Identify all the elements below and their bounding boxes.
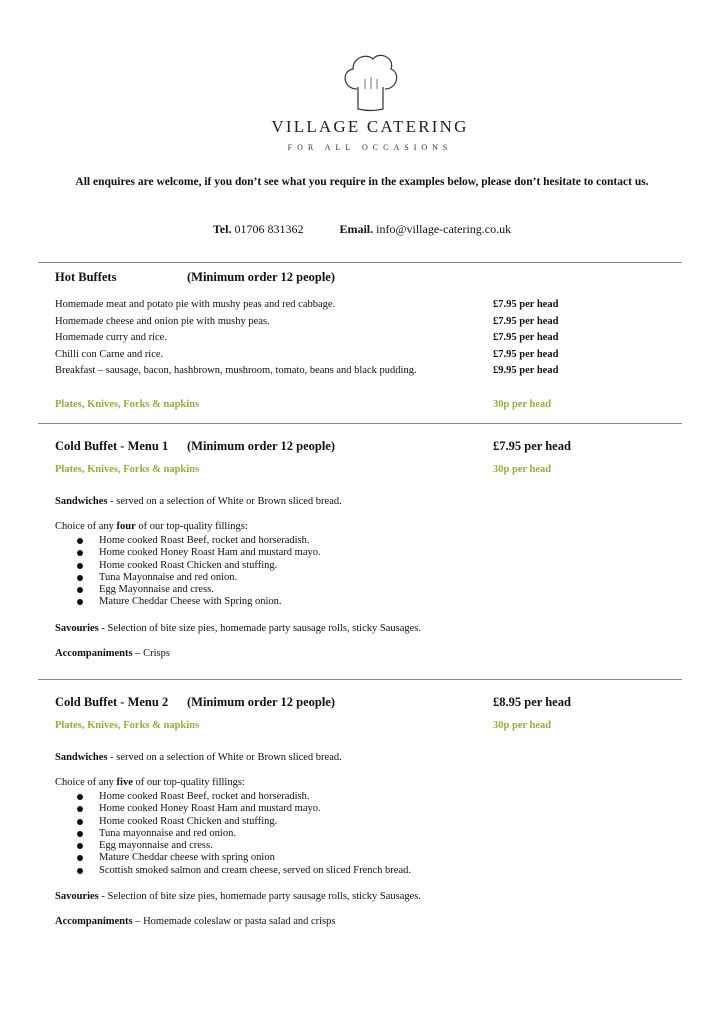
filling-item: Scottish smoked salmon and cream cheese, served on sliced French bread. [55,865,411,877]
filling-item: Tuna mayonnaise and red onion. [55,828,411,840]
savouries-text [55,623,421,634]
logo-subtitle: FOR ALL OCCASIONS [287,143,453,152]
item-name: Homemade meat and potato pie with mushy peas and red cabbage. [55,299,336,310]
menu-item [55,349,615,365]
item-price: £7.95 per head [493,299,559,310]
menu-item [55,299,615,315]
contact-line [0,222,724,237]
sandwiches-text [55,496,342,507]
sandwiches-desc: - served on a selection of White or Brown sliced bread. [107,496,342,507]
filling-item: Egg Mayonnaise and cress. [55,584,321,596]
savouries-label: Savouries [55,891,99,903]
filling-item: Home cooked Honey Roast Ham and mustard mayo. [55,803,411,815]
item-name: Breakfast – sausage, bacon, hashbrown, mushroom, tomato, beans and black pudding. [55,365,417,376]
accompaniments-text [55,648,170,659]
sandwiches-label: Sandwiches [55,496,108,507]
tel[interactable]: 01706 831362 [234,222,304,236]
sandwiches-text [55,752,342,763]
filling-item: Home cooked Roast Chicken and stuffing. [55,560,321,572]
extra-price: 30p per head [493,464,552,475]
savouries-text [55,891,421,902]
extra-name: Plates, Knives, Forks & napkins [55,399,200,410]
filling-item: Home cooked Roast Beef, rocket and horseradish. [55,535,321,547]
menu-title: Cold Buffet - Menu 2 [55,695,169,709]
item-price: £9.95 per head [493,365,559,376]
sandwiches-label: Sandwiches [55,752,108,763]
hot-title: Hot Buffets [55,270,117,284]
chef-hat-icon [335,45,405,115]
choice-post: of our top-quality fillings: [135,521,248,532]
menu-min: (Minimum order 12 people) [187,439,336,453]
savouries-desc: - Selection of bite size pies, homemade party sausage rolls, sticky Sausages. [98,891,421,903]
extra-name: Plates, Knives, Forks & napkins [55,720,200,731]
accompaniments-label: Accompaniments [55,647,133,659]
filling-item: Home cooked Roast Beef, rocket and horseradish. [55,791,411,803]
fillings-list [55,791,411,877]
savouries-label: Savouries [55,622,99,634]
extra-price: 30p per head [493,399,552,410]
filling-item: Home cooked Roast Chicken and stuffing. [55,816,411,828]
filling-item: Home cooked Honey Roast Ham and mustard mayo. [55,547,321,559]
menu-price: £7.95 per head [493,439,571,453]
item-name: Homemade cheese and onion pie with mushy peas. [55,315,270,327]
intro-text: All enquires are welcome, if you don’t see what you require in the examples below, please don’t hesitate to contact us. [75,176,649,188]
tel-label: Tel. [212,222,232,236]
item-price: £7.95 per head [493,348,559,360]
menu-item [55,332,615,348]
choice-count: four [116,521,136,532]
divider [38,423,682,424]
accompaniments-desc: – Homemade coleslaw or pasta salad and crisps [132,916,336,928]
divider [38,679,682,680]
menu-item [55,365,615,381]
filling-item: Egg mayonnaise and cress. [55,840,411,852]
choice-pre: Choice of any [55,777,117,788]
menu-extra [55,720,615,736]
extra-price: 30p per head [493,720,552,731]
menu-title: Cold Buffet - Menu 1 [55,439,169,453]
filling-item: Mature Cheddar Cheese with Spring onion. [55,596,321,608]
accompaniments-desc: – Crisps [132,647,170,659]
choice-count: five [116,777,133,788]
logo-title: VILLAGE CATERING [271,117,469,136]
email-label: Email. [339,222,374,236]
accompaniments-label: Accompaniments [55,916,133,928]
choice-text [55,777,245,788]
item-price: £7.95 per head [493,315,559,327]
item-price: £7.95 per head [493,332,559,343]
item-name: Chilli con Carne and rice. [55,348,164,360]
fillings-list [55,535,321,609]
hot-min: (Minimum order 12 people) [187,270,336,284]
hot-extra [55,399,615,415]
choice-post: of our top-quality fillings: [132,777,245,788]
filling-item: Tuna Mayonnaise and red onion. [55,572,321,584]
menu-extra [55,464,615,480]
sandwiches-desc: - served on a selection of White or Brown sliced bread. [107,752,342,763]
extra-name: Plates, Knives, Forks & napkins [55,464,200,475]
filling-item: Mature Cheddar cheese with spring onion [55,852,411,864]
menu-min: (Minimum order 12 people) [187,695,336,709]
logo [255,45,485,160]
divider [38,262,682,263]
menu-price: £8.95 per head [493,695,571,709]
choice-text [55,521,248,532]
email[interactable]: info@village-catering.co.uk [376,222,512,236]
accompaniments-text [55,916,336,927]
menu-item [55,316,615,332]
savouries-desc: - Selection of bite size pies, homemade party sausage rolls, sticky Sausages. [98,622,421,634]
item-name: Homemade curry and rice. [55,332,167,343]
choice-pre: Choice of any [55,521,117,532]
